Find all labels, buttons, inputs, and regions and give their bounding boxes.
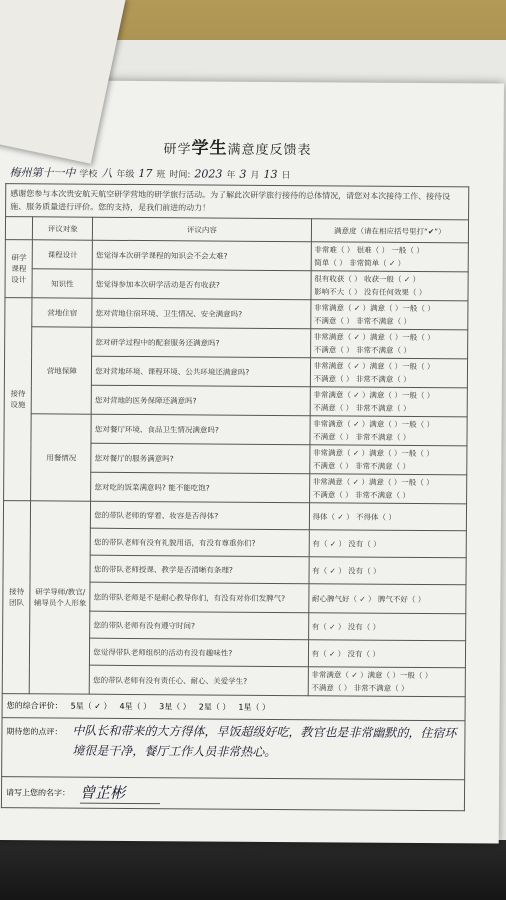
options-cell[interactable] — [309, 474, 467, 504]
star-option[interactable]: 5星（ ✓ ） — [70, 701, 112, 711]
table-row — [5, 327, 468, 359]
options-cell[interactable] — [309, 530, 467, 558]
option-line: 很有收获（ ） 收获一般（ ✓ ） — [314, 274, 421, 284]
question-cell: 您觉得带队老师组织的活动有没有趣味性? — [90, 638, 308, 667]
question-cell: 您对餐厅的服务满意吗? — [91, 443, 309, 474]
category-cell: 研学课程设计 — [5, 240, 33, 298]
options-cell[interactable] — [308, 613, 466, 641]
options-cell[interactable] — [309, 557, 467, 585]
option-line: 非常满意（ ✓ ）满意（ ）一般（ ） — [313, 419, 435, 430]
option-line: 非常满意（ ✓ ）满意（ ）一般（ ） — [313, 361, 435, 372]
option-line: 有（ ✓ ） 没有（ ） — [312, 565, 381, 576]
question-cell: 您的带队老师有没有责任心、耐心、关爱学生? — [90, 665, 308, 696]
object-cell: 用餐情况 — [31, 414, 91, 501]
option-line: 非常满意（ ✓ ）满意（ ）一般（ ） — [312, 448, 434, 459]
table-row — [4, 414, 467, 446]
school-handwritten: 梅州第十一中 — [9, 166, 76, 180]
option-line: 非常满意（ ✓ ）满意（ ）一般（ ） — [312, 477, 434, 488]
name-section — [1, 777, 465, 811]
class-label: 班 — [156, 169, 166, 180]
title-bold: 学生 — [191, 138, 228, 159]
option-line: 影响不大（ ） 没有任何效果（ ） — [314, 287, 427, 298]
question-cell: 您对营地的医务保障还满意吗? — [91, 385, 309, 416]
option-line: 简单（ ） 非常简单（ ✓ ） — [314, 258, 406, 268]
options-cell[interactable] — [311, 271, 469, 301]
options-cell[interactable] — [308, 584, 466, 614]
month-label: 月 — [250, 170, 260, 181]
options-cell[interactable] — [310, 300, 468, 330]
class-handwritten: 17 — [138, 166, 153, 180]
option-line: 不满意（ ） 非常不满意（ ） — [312, 461, 411, 471]
option-line: 不满意（ ） 非常不满意（ ） — [313, 316, 412, 326]
options-cell[interactable] — [310, 329, 468, 359]
option-line: 不满意（ ） 非常不满意（ ） — [313, 403, 411, 413]
question-cell: 您觉得本次研学课程的知识会不会太难? — [92, 240, 310, 271]
time-label: 时间: — [169, 169, 191, 180]
name-handwritten[interactable]: 曾芷彬 — [80, 782, 160, 805]
object-cell: 研学导师/教官/辅导员个人形象 — [30, 501, 91, 694]
object-cell: 知识性 — [32, 269, 92, 298]
option-line: 有（ ✓ ） 没有（ ） — [311, 621, 381, 632]
options-cell[interactable] — [311, 242, 469, 272]
title-prefix: 研学 — [163, 142, 192, 158]
comment-section — [1, 718, 465, 780]
star-option[interactable]: 1星（ ） — [238, 702, 271, 712]
options-cell[interactable] — [309, 503, 467, 531]
day-label: 日 — [281, 170, 291, 181]
option-line: 非常难（ ） 很难（ ） 一般（ ） — [314, 245, 424, 256]
desk-edge — [0, 840, 506, 900]
overall-label: 您的综合评价： — [6, 701, 63, 711]
school-label: 学校 — [79, 169, 98, 180]
grade-handwritten: 八 — [101, 166, 113, 180]
question-cell: 您的带队老师有没有遵守时间? — [90, 611, 308, 640]
options-cell[interactable] — [309, 445, 467, 475]
question-cell: 您的带队老师有没有礼貌用语，有没有尊重你们? — [90, 528, 308, 557]
options-cell[interactable] — [310, 358, 468, 388]
star-option[interactable]: 3星（ ） — [159, 702, 191, 712]
year-handwritten: 2023 — [194, 166, 223, 181]
options-cell[interactable] — [308, 640, 466, 668]
grade-label: 年级 — [116, 169, 135, 180]
option-line: 不满意（ ） 非常不满意（ ） — [313, 432, 411, 442]
option-line: 非常满意（ ✓ ）满意（ ）一般（ ） — [313, 303, 435, 314]
rating-table — [2, 216, 469, 697]
option-line: 得体（ ✓ ） 不得体（ ） — [312, 511, 396, 522]
header-cat — [5, 217, 33, 240]
object-cell: 课程设计 — [33, 240, 93, 269]
option-line: 有（ ✓ ） 没有（ ） — [311, 648, 380, 659]
table-row — [5, 298, 468, 330]
option-line: 有（ ✓ ） 没有（ ） — [312, 538, 381, 549]
comment-label: 期待您的点评： — [6, 727, 63, 737]
star-option[interactable]: 2星（ ） — [198, 702, 231, 712]
title-suffix: 满意度反馈表 — [227, 142, 312, 159]
option-line: 不满意（ ） 非常不满意（ ） — [313, 374, 411, 384]
name-label: 请写上您的名字： — [5, 787, 71, 798]
object-cell: 营地住宿 — [32, 298, 92, 327]
intro-text: 感谢您参与本次贵安航天航空研学营地的研学旅行活动。为了解此次研学旅行接待的总体情况，请您对本次接待工作、接待设施、服务质量进行评价。您的支持，是我们前进的动力！ — [5, 183, 469, 219]
year-label: 年 — [226, 170, 236, 181]
star-option[interactable]: 4星（ ） — [119, 701, 152, 712]
table-row — [5, 269, 468, 301]
question-cell: 您对吃的饭菜满意吗? 能不能吃饱? — [91, 472, 309, 503]
option-line: 耐心脾气好（ ✓ ） 脾气不好（ ） — [311, 593, 426, 604]
option-line: 不满意（ ） 非常不满意（ ） — [311, 683, 409, 693]
option-line: 不满意（ ） 非常不满意（ ） — [312, 490, 410, 500]
comment-handwritten[interactable]: 中队长和带来的大方得体，早饭超级好吃，教官也是非常幽默的，住宿环境很是干净，餐厅工作人员非常热心。 — [72, 723, 457, 759]
table-header-row — [5, 217, 468, 243]
option-line: 不满意（ ） 非常不满意（ ） — [313, 345, 411, 355]
option-line: 非常满意（ ✓ ）满意（ ）一般（ ） — [313, 390, 435, 401]
table-row — [5, 240, 468, 272]
feedback-paper — [0, 80, 504, 844]
category-cell: 接待团队 — [2, 501, 31, 694]
overall-rating — [2, 694, 466, 721]
day-handwritten: 13 — [263, 167, 278, 181]
options-cell[interactable] — [310, 387, 468, 417]
object-cell: 营地保障 — [32, 327, 92, 414]
header-content: 评议内容 — [93, 217, 311, 242]
feedback-form — [1, 132, 470, 811]
question-cell: 您对营地环境、课程环境、公共环境还满意吗? — [92, 356, 310, 387]
question-cell: 您对餐厅环境、食品卫生情况满意吗? — [91, 414, 309, 445]
options-cell[interactable] — [310, 416, 468, 446]
option-line: 非常满意（ ✓ ）满意（ ）一般（ ） — [313, 332, 435, 343]
question-cell: 您觉得参加本次研学活动是否有收获? — [92, 269, 310, 300]
question-cell: 您的带队老师是不是耐心教导你们，有没有对你们发脾气? — [90, 582, 308, 613]
options-cell[interactable] — [308, 667, 466, 697]
question-cell: 您的带队老师的穿着、妆容是否得体? — [91, 501, 309, 530]
category-cell: 接待设施 — [4, 298, 33, 501]
header-satisfaction: 满意度（请在相应括号里打“✔”） — [311, 219, 469, 243]
month-handwritten: 3 — [239, 167, 247, 181]
question-cell: 您对营地住宿环境、卫生情况、安全满意吗? — [92, 298, 310, 329]
question-cell: 您对研学过程中的配套服务还满意吗? — [92, 327, 310, 358]
option-line: 非常满意（ ✓ ）满意（ ）一般（ ） — [311, 670, 433, 681]
table-row — [3, 501, 466, 531]
header-object: 评议对象 — [33, 217, 93, 240]
question-cell: 您的带队老师授课、教学是否清晰有条理? — [90, 555, 308, 584]
